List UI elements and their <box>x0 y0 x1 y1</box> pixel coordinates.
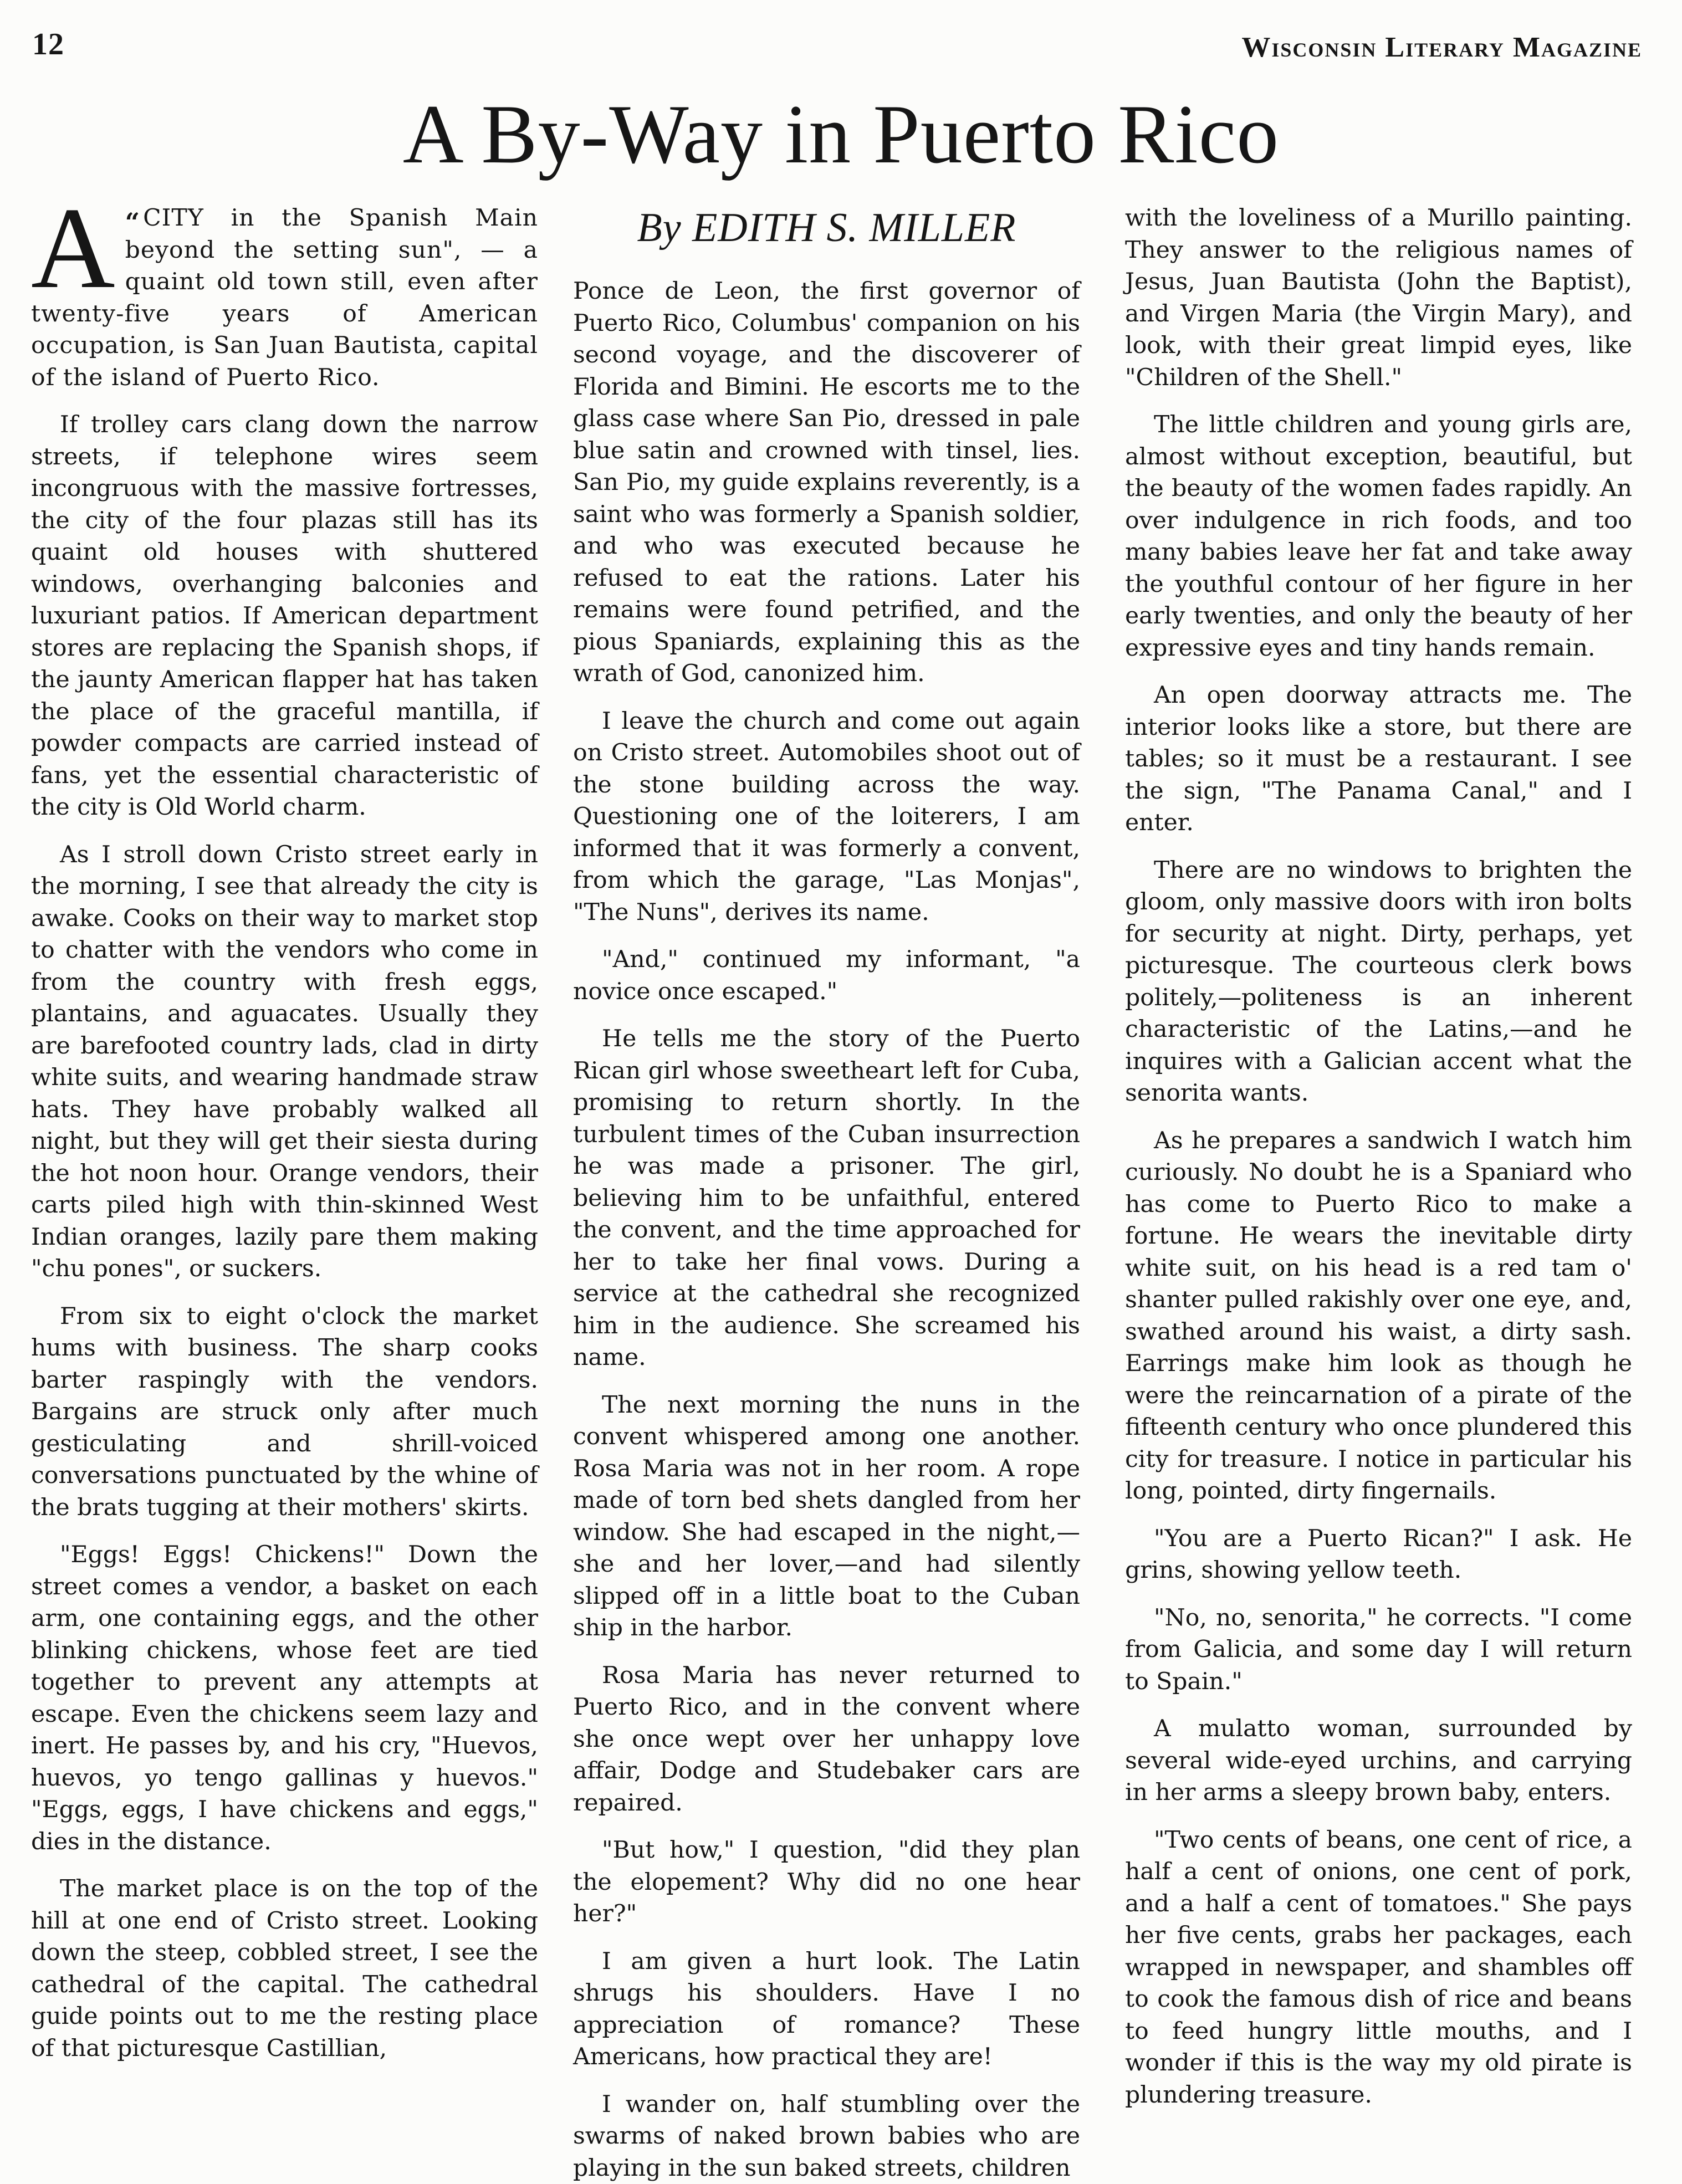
running-head: Wisconsin Literary Magazine <box>1241 31 1642 64</box>
paragraph: The next morning the nuns in the convent whispered among one another. Rosa Maria was not in her room. A rope made of torn bed shets dangled from her window. She had escaped in the night,—she and her lover,—and had silently slipped off in a little boat to the Cuban ship in the harbor. <box>573 1389 1080 1644</box>
paragraph: "You are a Puerto Rican?" I ask. He grins, showing yellow teeth. <box>1125 1523 1632 1587</box>
open-quote: “ <box>125 207 140 237</box>
lead-text: CITY in the Spanish Main beyond the setting sun", — a quaint old town still, even after twenty-five years of American occupation, is San Juan Bautista, capital of the island of Puerto Rico. <box>31 204 538 391</box>
paragraph: "No, no, senorita," he corrects. "I come from Galicia, and some day I will return to Spain." <box>1125 1602 1632 1698</box>
paragraph: I am given a hurt look. The Latin shrugs his shoulders. Have I no appreciation of romance? These Americans, how practical they are! <box>573 1946 1080 2073</box>
drop-cap: A <box>31 207 115 290</box>
page-number: 12 <box>32 27 64 62</box>
paragraph: "Two cents of beans, one cent of rice, a half a cent of onions, one cent of pork, and a half a cent of tomatoes." She pays her five cents, grabs her packages, each wrapped in newspaper, and shambles off to cook the famous dish of rice and beans to feed hungry little mouths, and I wonder if this is the way my old pirate is plundering treasure. <box>1125 1824 1632 2111</box>
paragraph: Rosa Maria has never returned to Puerto Rico, and in the convent where she once wept over her unhappy love affair, Dodge and Studebaker cars are repaired. <box>573 1660 1080 1819</box>
paragraph: If trolley cars clang down the narrow streets, if telephone wires seem incongruous with the massive fortresses, the city of the four plazas still has its quaint old houses with shuttered windows, overhanging balconies and luxuriant patios. If American department stores are replacing the Spanish shops, if the jaunty American flapper hat has taken the place of the graceful mantilla, if powder compacts are carried instead of fans, yet the essential characteristic of the city is Old World charm. <box>31 409 538 824</box>
paragraph: The market place is on the top of the hill at one end of Cristo street. Looking down the steep, cobbled street, I see the cathedral of the capital. The cathedral guide points out to me the resting place of that picturesque Castillian, <box>31 1873 538 2064</box>
article-title: A By-Way in Puerto Rico <box>0 92 1682 176</box>
paragraph: As he prepares a sandwich I watch him curiously. No doubt he is a Spaniard who has come to Puerto Rico to make a fortune. He wears the inevitable dirty white suit, on his head is a red tam o' shanter pulled rakishly over one eye, and, swathed around his waist, a dirty sash. Earrings make him look as though he were the reincarnation of a pirate of the fifteenth century who once plundered this city for treasure. I notice in particular his long, pointed, dirty fingernails. <box>1125 1125 1632 1507</box>
paragraph: A mulatto woman, surrounded by several wide-eyed urchins, and carrying in her arms a sleepy brown baby, enters. <box>1125 1713 1632 1809</box>
paragraph: As I stroll down Cristo street early in the morning, I see that already the city is awake. Cooks on their way to market stop to chatter with the vendors who come in from the country with fresh eggs, plantains, and aguacates. Usually they are barefooted country lads, clad in dirty white suits, and wearing handmade straw hats. They have probably walked all night, but they will get their siesta during the hot noon hour. Orange vendors, their carts piled high with thin-skinned West Indian oranges, lazily pare them making "chu pones", or suckers. <box>31 839 538 1285</box>
paragraph: An open doorway attracts me. The interior looks like a store, but there are tables; so it must be a restaurant. I see the sign, "The Panama Canal," and I enter. <box>1125 679 1632 839</box>
paragraph: I leave the church and come out again on Cristo street. Automobiles shoot out of the stone building across the way. Questioning one of the loiterers, I am informed that it was formerly a convent, from which the garage, "Las Monjas", "The Nuns", derives its name. <box>573 705 1080 929</box>
paragraph: He tells me the story of the Puerto Rican girl whose sweetheart left for Cuba, promising to return shortly. In the turbulent times of the Cuban insurrection he was made a prisoner. The girl, believing him to be unfaithful, entered the convent, and the time approached for her to take her final vows. During a service at the cathedral she recognized him in the audience. She screamed his name. <box>573 1023 1080 1374</box>
paragraph-continued: with the loveliness of a Murillo painting. They answer to the religious names of Jesus, Juan Bautista (John the Baptist), and Virgen Maria (the Virgin Mary), and look, with their great limpid eyes, like "Children of the Shell." <box>1125 202 1632 393</box>
column-2 <box>573 202 1080 2131</box>
paragraph: "And," continued my informant, "a novice once escaped." <box>573 944 1080 1007</box>
column-3 <box>1125 202 1632 2131</box>
column-1 <box>31 202 538 2131</box>
paragraph: From six to eight o'clock the market hums with business. The sharp cooks barter raspingly with the vendors. Bargains are struck only after much gesticulating and shrill-voiced conversations punctuated by the whine of the brats tugging at their mothers' skirts. <box>31 1301 538 1524</box>
paragraph: "Eggs! Eggs! Chickens!" Down the street comes a vendor, a basket on each arm, one containing eggs, and the other blinking chickens, whose feet are tied together to prevent any attempts at escape. Even the chickens seem lazy and inert. He passes by, and his cry, "Huevos, huevos, yo tengo gallinas y huevos." "Eggs, eggs, I have chickens and eggs," dies in the distance. <box>31 1539 538 1858</box>
paragraph: "But how," I question, "did they plan the elopement? Why did no one hear her?" <box>573 1834 1080 1930</box>
paragraph-continued: Ponce de Leon, the first governor of Puerto Rico, Columbus' companion on his second voyage, and the discoverer of Florida and Bimini. He escorts me to the glass case where San Pio, dressed in pale blue satin and crowned with tinsel, lies. San Pio, my guide explains reverently, is a saint who was formerly a Spanish soldier, and who was executed because he refused to eat the rations. Later his remains were found petrified, and the pious Spaniards, explaining this as the wrath of God, canonized him. <box>573 275 1080 690</box>
lead-paragraph <box>31 202 538 393</box>
paragraph: The little children and young girls are, almost without exception, beautiful, but the beauty of the women fades rapidly. An over indulgence in rich foods, and too many babies leave her fat and take away the youthful contour of her figure in her early twenties, and only the beauty of her expressive eyes and tiny hands remain. <box>1125 409 1632 664</box>
paragraph: I wander on, half stumbling over the swarms of naked brown babies who are playing in the sun baked streets, children <box>573 2089 1080 2184</box>
byline: By EDITH S. MILLER <box>573 204 1080 251</box>
paragraph: There are no windows to brighten the gloom, only massive doors with iron bolts for security at night. Dirty, perhaps, yet picturesque. The courteous clerk bows politely,—politeness is an inherent characteristic of the Latins,—and he inquires with a Galician accent what the senorita wants. <box>1125 855 1632 1109</box>
